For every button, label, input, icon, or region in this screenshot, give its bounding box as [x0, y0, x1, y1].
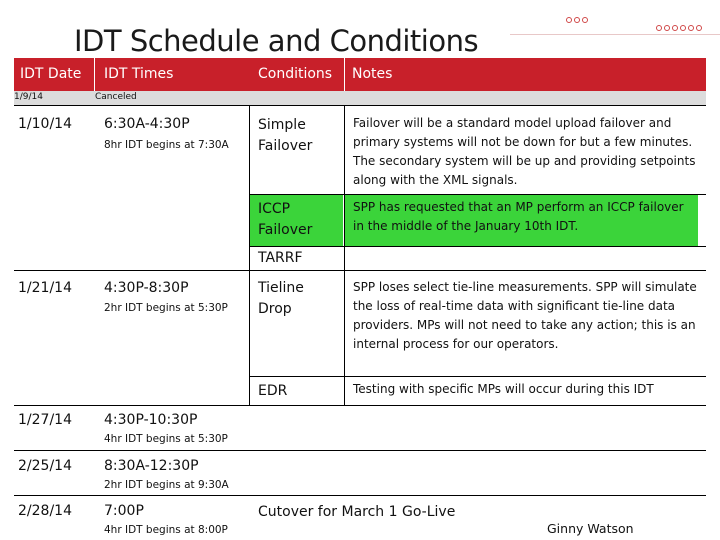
column-header-conditions: Conditions — [258, 66, 333, 82]
row-time: 7:00P — [104, 503, 144, 519]
column-header-date: IDT Date — [20, 66, 82, 82]
row-date: 2/28/14 — [18, 503, 72, 519]
column-header-notes: Notes — [352, 66, 393, 82]
decorative-dots-icon — [656, 25, 702, 31]
row-date: 1/21/14 — [18, 280, 72, 296]
divider — [94, 58, 95, 91]
divider — [344, 58, 345, 91]
condition-label: Tieline Drop — [258, 280, 304, 317]
row-date: 1/27/14 — [18, 412, 72, 428]
row-duration: 2hr IDT begins at 9:30A — [104, 479, 229, 491]
row-divider — [14, 450, 706, 451]
row-divider — [14, 405, 706, 406]
condition-note: SPP has requested that an MP perform an ICCP failover in the middle of the January 10th IDT. — [353, 200, 684, 233]
row-status: Canceled — [95, 92, 137, 102]
condition-label: Simple Failover — [258, 117, 313, 154]
row-divider — [249, 376, 706, 377]
column-divider — [249, 105, 250, 405]
row-divider — [14, 270, 706, 271]
condition-label: Cutover for March 1 Go-Live — [258, 504, 456, 520]
condition-note: SPP loses select tie-line measurements. SPP will simulate the loss of real-time data with significant tie-line data providers. MPs will not need to take any action; this is an internal process for our operators. — [353, 280, 697, 351]
condition-note: Failover will be a standard model upload failover and primary systems will not be down for but a few minutes. The secondary system will be up and providing setpoints along with the XML signals. — [353, 116, 696, 187]
author-name: Ginny Watson — [547, 521, 634, 536]
decorative-line — [510, 34, 720, 35]
condition-label: TARRF — [258, 250, 303, 266]
row-duration: 4hr IDT begins at 8:00P — [104, 524, 228, 536]
row-date: 2/25/14 — [18, 458, 72, 474]
page-title: IDT Schedule and Conditions — [74, 24, 479, 58]
condition-label: EDR — [258, 383, 288, 399]
column-header-times: IDT Times — [104, 66, 174, 82]
row-divider — [14, 105, 706, 106]
row-time: 8:30A-12:30P — [104, 458, 199, 474]
decorative-dots-icon — [566, 17, 588, 23]
row-time: 6:30A-4:30P — [104, 116, 190, 132]
row-duration: 8hr IDT begins at 7:30A — [104, 139, 229, 151]
table-header — [14, 58, 706, 91]
row-date: 1/9/14 — [14, 92, 43, 102]
row-duration: 4hr IDT begins at 5:30P — [104, 433, 228, 445]
row-divider — [249, 194, 706, 195]
condition-label: ICCP Failover — [258, 201, 313, 238]
column-divider — [344, 105, 345, 405]
row-date: 1/10/14 — [18, 116, 72, 132]
row-time: 4:30P-10:30P — [104, 412, 198, 428]
row-divider — [14, 495, 706, 496]
condition-note: Testing with specific MPs will occur during this IDT — [353, 382, 654, 396]
row-divider — [249, 246, 706, 247]
row-duration: 2hr IDT begins at 5:30P — [104, 302, 228, 314]
row-time: 4:30P-8:30P — [104, 280, 189, 296]
